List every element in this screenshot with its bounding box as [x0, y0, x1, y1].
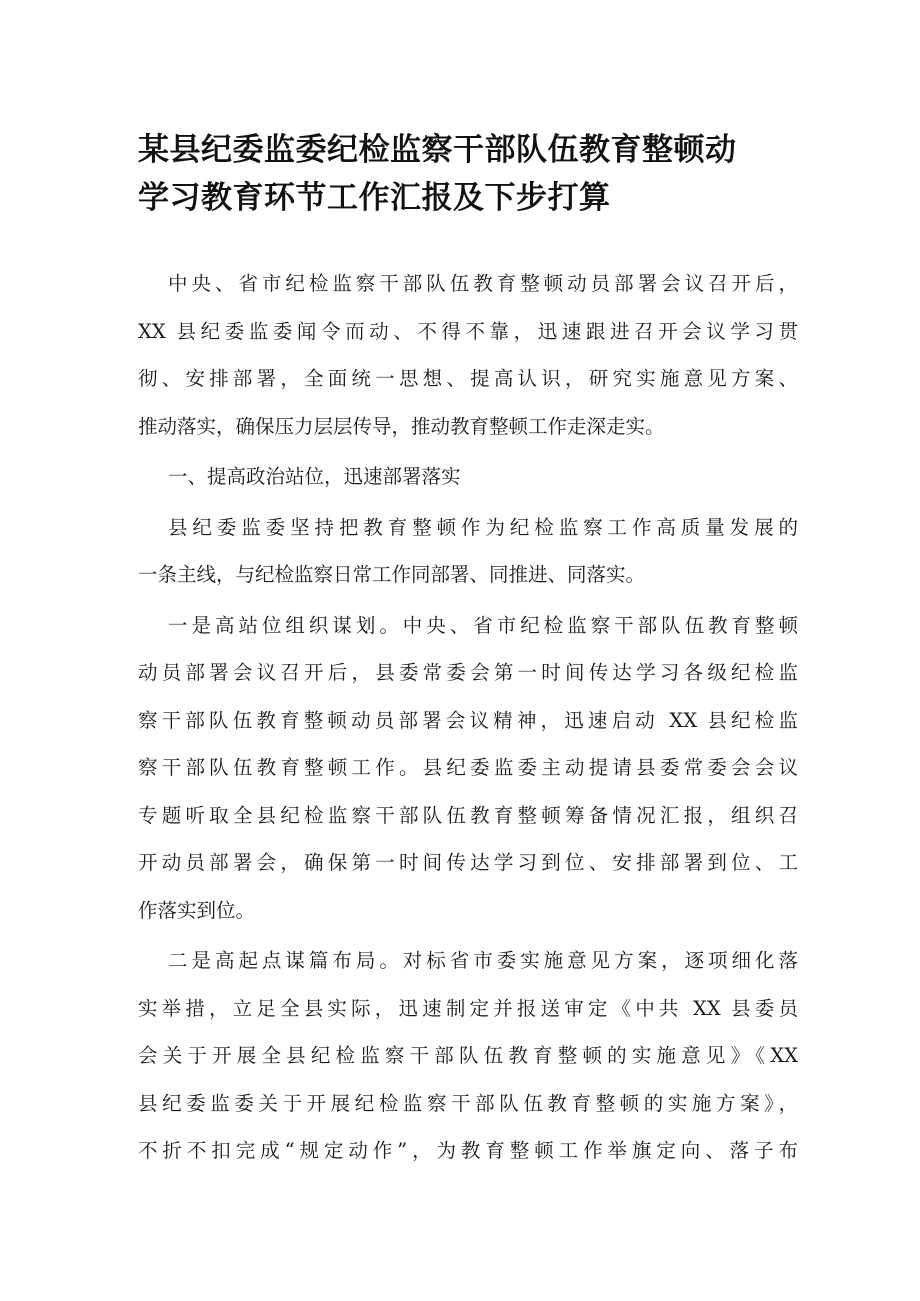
document-body	[138, 260, 798, 1175]
title-line: 某县纪委监委纪检监察干部队伍教育整顿动	[138, 132, 737, 168]
paragraph-intro	[138, 260, 798, 450]
text-line: 作落实到位。	[138, 898, 256, 922]
text-line: 县纪委监委坚持把教育整顿作为纪检监察工作高质量发展的	[168, 515, 798, 539]
text-line: 会关于开展全县纪检监察干部队伍教育整顿的实施意见》《XX	[138, 1044, 798, 1067]
paragraph-point-one	[138, 602, 798, 935]
text-line: 察干部队伍教育整顿工作。县纪委监委主动提请县委常委会会议	[138, 756, 798, 779]
text-line: 开动员部署会，确保第一时间传达学习到位、安排部署到位、工	[138, 851, 798, 874]
document-title	[138, 126, 798, 222]
text-line: 推动落实，确保压力层层传导，推动教育整顿工作走深走实。	[138, 414, 665, 438]
title-line: 学习教育环节工作汇报及下步打算	[138, 180, 611, 216]
text-line: 一是高站位组织谋划。中央、省市纪检监察干部队伍教育整顿	[168, 613, 798, 637]
text-line: 县纪委监委关于开展纪检监察干部队伍教育整顿的实施方案》，	[138, 1091, 798, 1115]
paragraph-point-two	[138, 937, 798, 1175]
text-line: 察干部队伍教育整顿动员部署会议精神，迅速启动 XX 县纪检监	[138, 708, 798, 732]
text-line: 一条主线，与纪检监察日常工作同部署、同推进、同落实。	[138, 563, 646, 586]
paragraph-section-intro	[138, 504, 798, 599]
text-line: 专题听取全县纪检监察干部队伍教育整顿筹备情况汇报，组织召	[138, 803, 798, 827]
text-line: 二是高起点谋篇布局。对标省市委实施意见方案，逐项细化落	[168, 949, 798, 972]
section-heading	[138, 453, 798, 501]
text-line: 实举措，立足全县实际，迅速制定并报送审定《中共 XX 县委员	[138, 996, 798, 1020]
text-line: 彻、安排部署，全面统一思想、提高认识，研究实施意见方案、	[138, 367, 798, 390]
text-line: 不折不扣完成“规定动作”，为教育整顿工作举旗定向、落子布	[138, 1139, 798, 1162]
section-heading-text: 一、提高政治站位，迅速部署落实	[168, 465, 461, 488]
text-line: 动员部署会议召开后，县委常委会第一时间传达学习各级纪检监	[138, 661, 798, 684]
text-line: 中央、省市纪检监察干部队伍教育整顿动员部署会议召开后，	[168, 272, 798, 295]
text-line: XX 县纪委监委闻令而动、不得不靠，迅速跟进召开会议学习贯	[138, 319, 798, 343]
